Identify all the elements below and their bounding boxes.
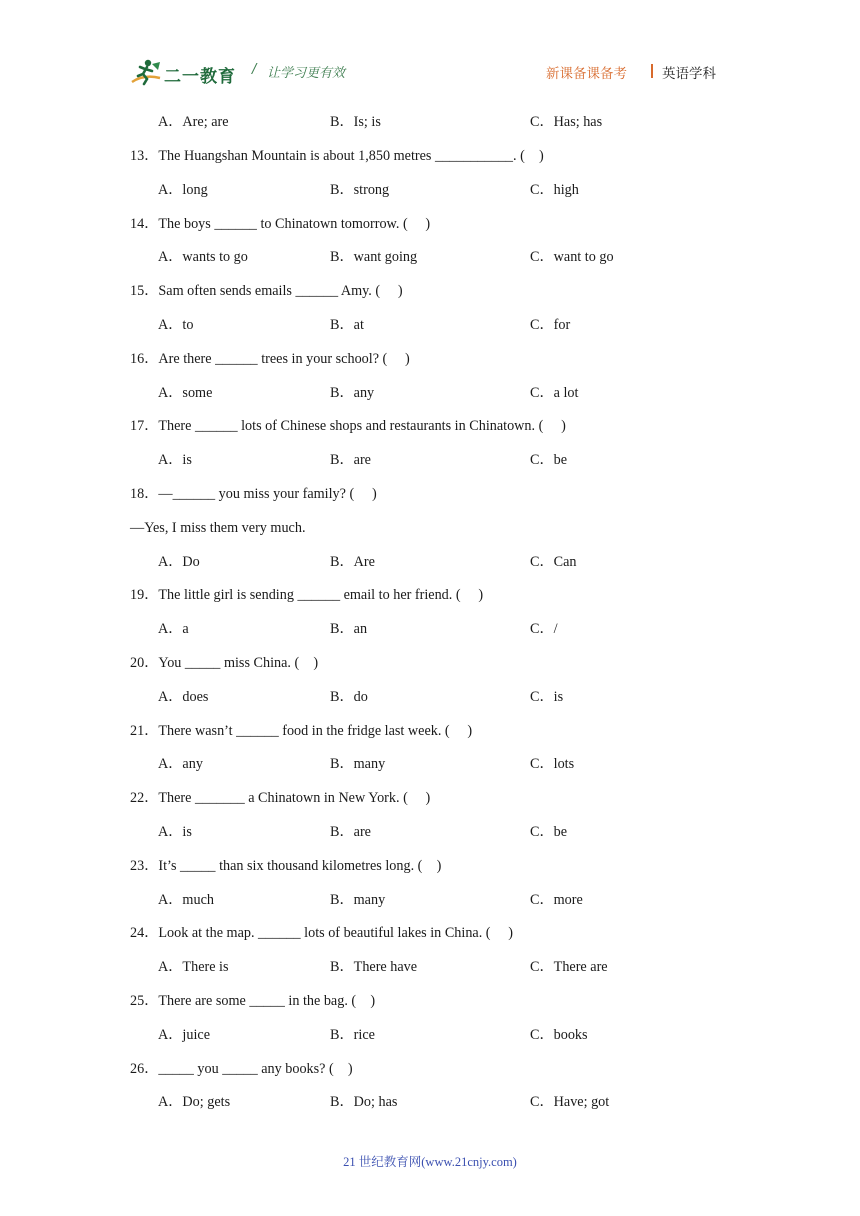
option-a: A．juice [158, 1026, 211, 1043]
question-stem: 20．You _____ miss China. ( ) [130, 655, 319, 671]
brand-label: 新课备课备考 [546, 66, 627, 82]
question-stem: 16．Are there ______ trees in your school? ( ) [130, 350, 410, 367]
option-a: A．to [158, 317, 194, 333]
page-footer: 21 世纪教育网(www.21cnjy.com) [343, 1155, 517, 1169]
option-c: C．books [530, 1026, 588, 1043]
question-stem: 14．The boys ______ to Chinatown tomorrow. ( ) [130, 215, 431, 232]
question-stem: 23．It’s _____ than six thousand kilometres long. ( ) [130, 857, 442, 874]
option-b: B．any [330, 384, 375, 401]
option-a: A．is [158, 452, 192, 469]
option-c: C．be [530, 452, 568, 469]
option-b: B．rice [330, 1026, 375, 1043]
logo [130, 58, 242, 88]
option-b: B．Are [330, 553, 375, 570]
option-b: B．many [330, 891, 386, 908]
option-a: A．much [158, 891, 214, 908]
option-a: A．long [158, 181, 208, 198]
runner-logo-icon [130, 58, 164, 86]
question-stem: 15．Sam often sends emails ______ Amy. ( ) [130, 283, 403, 300]
option-b: B．strong [330, 181, 390, 198]
option-b: B．Is; is [330, 114, 381, 130]
question-stem: 13．The Huangshan Mountain is about 1,850 metres ___________. ( ) [130, 148, 544, 164]
option-b: B．want going [330, 249, 418, 266]
option-a: A．a [158, 621, 189, 638]
option-a: A．wants to go [158, 249, 248, 266]
question-stem: 24．Look at the map. ______ lots of beautiful lakes in China. ( ) [130, 925, 513, 942]
slogan-separator: / [252, 62, 257, 77]
option-b: B．an [330, 621, 368, 638]
brand-divider [651, 64, 653, 78]
option-b: B．Do; has [330, 1094, 398, 1111]
slogan: 让学习更有效 [267, 66, 346, 81]
option-a: A．some [158, 384, 213, 401]
subject-label: 英语学科 [662, 66, 716, 82]
question-stem: 18．—______ you miss your family? ( ) [130, 486, 377, 502]
option-c: C．be [530, 824, 568, 840]
option-a: A．any [158, 756, 203, 773]
option-c: C．Can [530, 553, 577, 570]
option-c: C．lots [530, 756, 575, 773]
option-b: B．many [330, 756, 386, 773]
option-c: C．There are [530, 959, 608, 976]
question-dialog-line: —Yes, I miss them very much. [130, 519, 306, 536]
question-stem: 26．_____ you _____ any books? ( ) [130, 1060, 353, 1077]
option-b: B．at [330, 317, 364, 333]
option-c: C．a lot [530, 384, 579, 401]
option-a: A．There is [158, 959, 229, 976]
option-b: B．There have [330, 959, 418, 976]
option-a: A．does [158, 688, 209, 705]
option-c: C．high [530, 181, 579, 198]
option-b: B．do [330, 688, 368, 705]
option-b: B．are [330, 824, 371, 840]
question-stem: 22．There _______ a Chinatown in New York. ( ) [130, 790, 431, 807]
option-a: A．is [158, 824, 192, 840]
option-c: C．want to go [530, 249, 614, 266]
option-c: C．is [530, 688, 564, 705]
option-c: C．for [530, 317, 571, 333]
option-a: A．Are; are [158, 114, 229, 130]
option-c: C．Have; got [530, 1094, 610, 1111]
question-stem: 17．There ______ lots of Chinese shops and restaurants in Chinatown. ( ) [130, 418, 566, 435]
option-c: C．Has; has [530, 114, 603, 130]
page-header [130, 54, 730, 94]
option-a: A．Do [158, 553, 200, 570]
logo-text: 二一教育 [164, 67, 236, 87]
option-a: A．Do; gets [158, 1094, 231, 1111]
question-stem: 19．The little girl is sending ______ email to her friend. ( ) [130, 587, 484, 604]
question-stem: 25．There are some _____ in the bag. ( ) [130, 993, 376, 1009]
option-b: B．are [330, 452, 371, 469]
option-c: C．more [530, 891, 583, 908]
question-stem: 21．There wasn’t ______ food in the fridge last week. ( ) [130, 722, 473, 739]
option-c: C．/ [530, 621, 558, 638]
